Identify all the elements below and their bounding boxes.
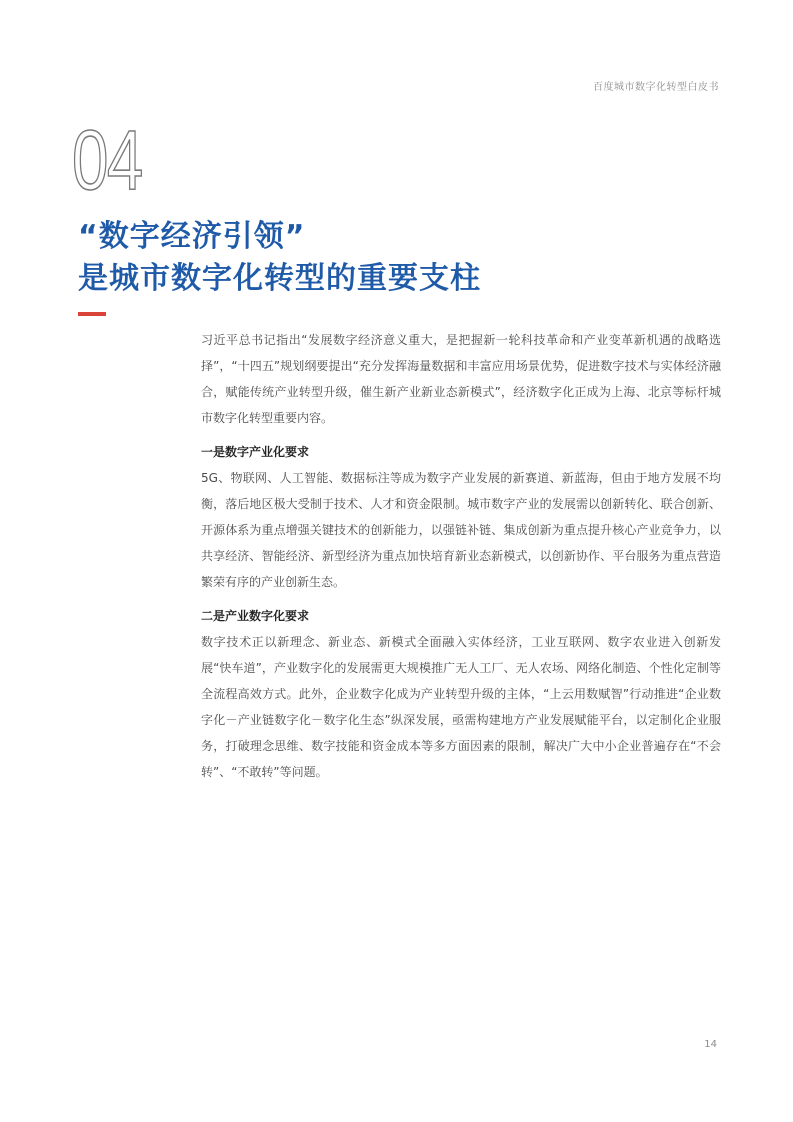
intro-paragraph: 习近平总书记指出“发展数字经济意义重大，是把握新一轮科技革命和产业变革新机遇的战略选择”，“十四五”规划纲要提出“充分发挥海量数据和丰富应用场景优势，促进数字技术与实体经济融合，赋能传统产业转型升级，催生新产业新业态新模式”，经济数字化正成为上海、北京等标杆城市数字化转型重要内容。	[201, 333, 721, 425]
section-industrial-digitization	[201, 603, 721, 785]
chapter-number: 04	[72, 113, 142, 207]
body-content	[201, 327, 721, 785]
running-header: 百度城市数字化转型白皮书	[593, 82, 719, 93]
chapter-title-line-2: 是城市数字化转型的重要支柱	[78, 261, 481, 296]
section-heading: 二是产业数字化要求	[201, 609, 310, 623]
section-heading: 一是数字产业化要求	[201, 445, 310, 459]
chapter-title	[78, 216, 481, 300]
section-digital-industrialization	[201, 439, 721, 595]
section-paragraph: 数字技术正以新理念、新业态、新模式全面融入实体经济，工业互联网、数字农业进入创新发展“快车道”，产业数字化的发展需更大规模推广无人工厂、无人农场、网络化制造、个性化定制等全流程高效方式。此外，企业数字化成为产业转型升级的主体，“上云用数赋智”行动推进“企业数字化－产业链数字化－数字化生态”纵深发展，亟需构建地方产业发展赋能平台，以定制化企业服务，打破理念思维、数字技能和资金成本等多方面因素的限制，解决广大中小企业普遍存在“不会转”、“不敢转”等问题。	[201, 635, 721, 779]
chapter-title-line-1: “数字经济引领”	[78, 219, 306, 254]
page-number: 14	[704, 1039, 717, 1050]
title-accent-bar	[78, 312, 106, 316]
section-paragraph: 5G、物联网、人工智能、数据标注等成为数字产业发展的新赛道、新蓝海，但由于地方发展不均衡，落后地区极大受制于技术、人才和资金限制。城市数字产业的发展需以创新转化、联合创新、开源体系为重点增强关键技术的创新能力，以强链补链、集成创新为重点提升核心产业竞争力，以共享经济、智能经济、新型经济为重点加快培育新业态新模式，以创新协作、平台服务为重点营造繁荣有序的产业创新生态。	[201, 471, 721, 589]
